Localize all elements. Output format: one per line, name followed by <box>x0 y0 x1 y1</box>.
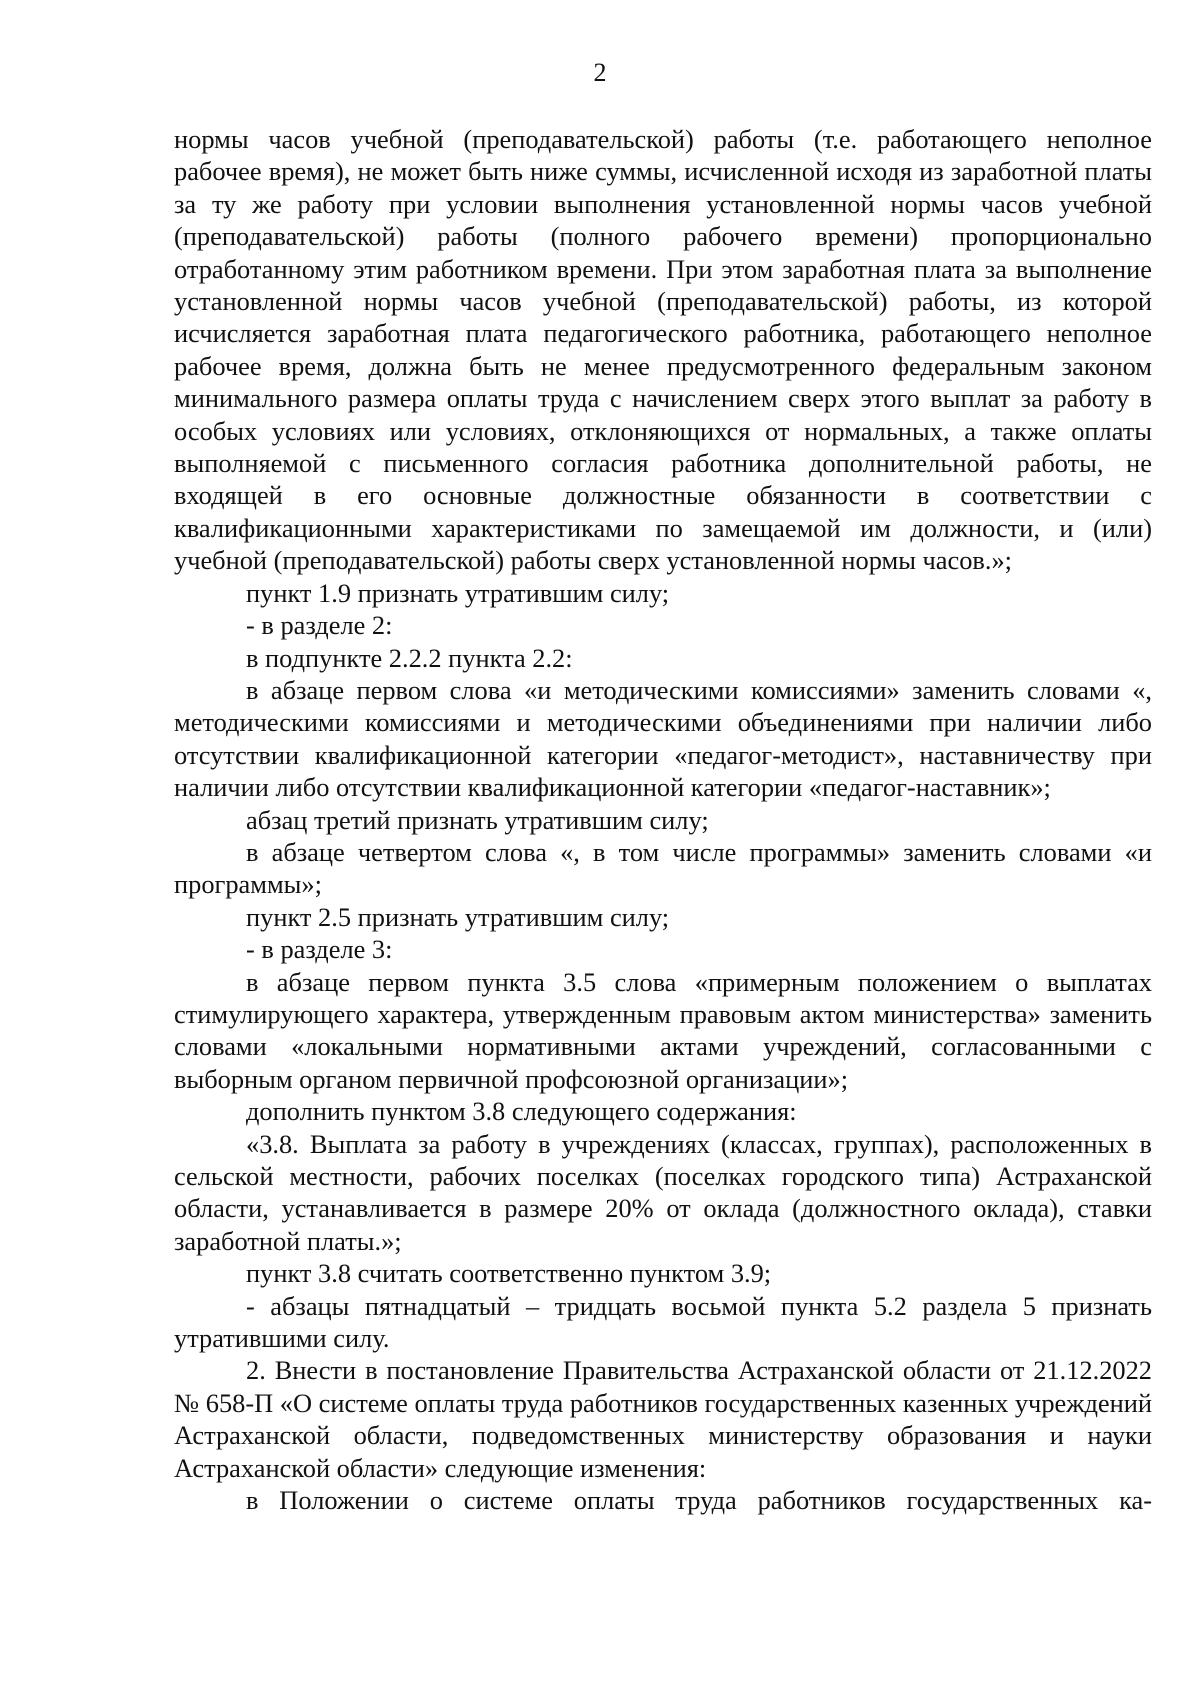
paragraph-renumber-3-9: пункт 3.8 считать соответственно пунктом 3.9; <box>246 1258 772 1289</box>
paragraph-item-3-8-text: «3.8. Выплата за работу в учреждениях (классах, группах), расположенных в сельской местности, рабочих поселках (поселках городского типа) Астраханской области, устанавливается в размере 20% от оклада (должностного оклада), ставки заработной платы.»; <box>174 1128 1152 1256</box>
paragraph-point-2: 2. Внести в постановление Правительства Астраханской области от 21.12.2022 № 658-П «О системе оплаты труда работников государственных казенных учреждений Астраханской области, подведомственных министерству образования и науки Астраханской области» следующие изменения: <box>174 1355 1152 1483</box>
paragraph-third-abzac: абзац третий признать утратившим силу; <box>246 804 709 835</box>
paragraph-section-2: - в разделе 2: <box>246 610 393 641</box>
document-body <box>174 123 1152 1516</box>
paragraph-continuation: нормы часов учебной (преподавательской) работы (т.е. работающего неполное рабочее время), не может быть ниже суммы, исчисленной исходя из заработной платы за ту же работу при условии выполнения установленной нормы часов учебной (преподавательской) работы (полного рабочего времени) пропорционально отработанному этим работником времени. При этом заработная плата за выполнение установленной нормы часов учебной (преподавательской) работы, из которой исчисляется заработная плата педагогического работника, работающего неполное рабочее время, должна быть не менее предусмотренного федеральным законом минимального размера оплаты труда с начислением сверх этого выплат за работу в особых условиях или условиях, отклоняющихся от нормальных, а также оплаты выполняемой с письменного согласия работника дополнительной работы, не входящей в его основные должностные обязанности в соответствии с квалификационными характеристиками по замещаемой им должности, и (или) учебной (преподавательской) работы сверх установленной нормы часов.»; <box>174 124 1152 576</box>
paragraph-first-abzac-replacement: в абзаце первом слова «и методическими комиссиями» заменить словами «, методическими комиссиями и методическими объединениями при наличии либо отсутствии квалификационной категории «педагог-методист», наставничеству при наличии либо отсутствии квалификационной категории «педагог-наставник»; <box>174 674 1152 803</box>
paragraph-item-2-5: пункт 2.5 признать утратившим силу; <box>246 901 670 932</box>
page-number: 2 <box>593 58 607 87</box>
paragraph-fourth-abzac: в абзаце четвертом слова «, в том числе программы» заменить словами «и программы»; <box>174 836 1152 900</box>
paragraph-item-5-2: - абзацы пятнадцатый – тридцать восьмой пункта 5.2 раздела 5 признать утратившими силу. <box>174 1290 1152 1354</box>
paragraph-section-3: - в разделе 3: <box>246 934 393 965</box>
paragraph-item-3-5: в абзаце первом пункта 3.5 слова «примерным положением о выплатах стимулирующего характера, утвержденным правовым актом министерства» заменить словами «локальными нормативными актами учреждений, согласованными с выборным органом первичной профсоюзной организации»; <box>174 966 1152 1094</box>
paragraph-add-item-3-8: дополнить пунктом 3.8 следующего содержания: <box>246 1096 797 1127</box>
paragraph-regulation-continuation: в Положении о системе оплаты труда работников государственных ка- <box>246 1485 1152 1516</box>
paragraph-item-1-9: пункт 1.9 признать утратившим силу; <box>246 577 670 608</box>
paragraph-subitem-2-2-2: в подпункте 2.2.2 пункта 2.2: <box>246 642 573 673</box>
